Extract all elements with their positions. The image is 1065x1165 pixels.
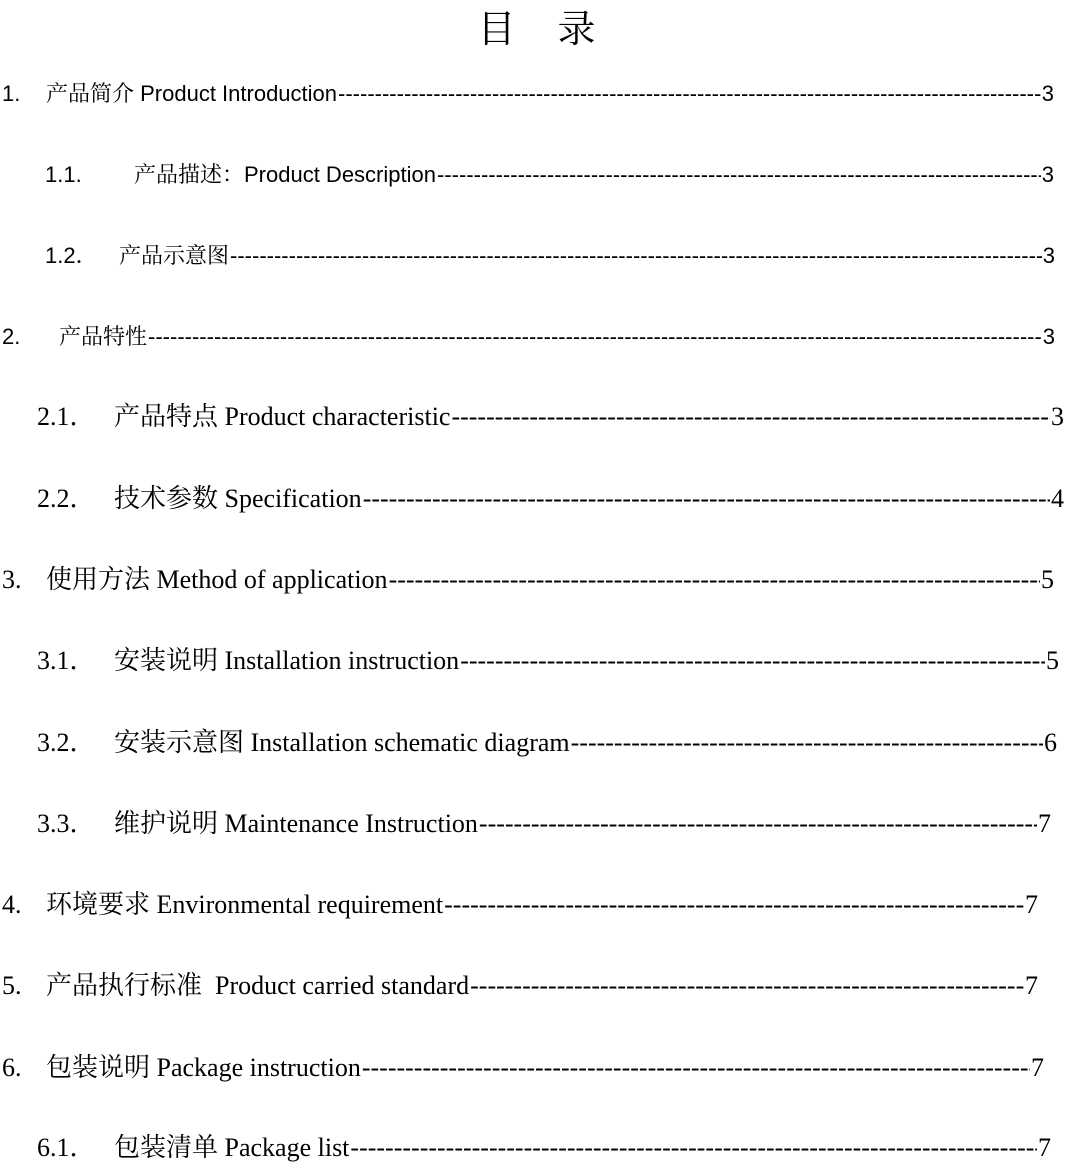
toc-entry[interactable]	[2, 888, 1038, 922]
toc-dot-leader	[437, 158, 1041, 192]
toc-entry-page: 6	[1044, 728, 1057, 757]
toc-entry-label: 产品示意图	[119, 243, 230, 268]
toc-entry-page: 7	[1025, 971, 1038, 1000]
toc-entry-number: 1.1.	[45, 162, 82, 187]
toc-entry-number: 3.1．	[37, 646, 96, 675]
toc-entry-page: 5	[1046, 646, 1059, 675]
toc-entry-number: 6.	[2, 1053, 22, 1082]
toc-entry-page: 3	[1041, 81, 1054, 106]
toc-entry-label: 产品简介 Product Introduction	[46, 81, 338, 106]
toc-entry-page: 3	[1042, 324, 1055, 349]
toc-entry[interactable]	[37, 482, 1064, 516]
toc-title-part2: 录	[557, 7, 598, 51]
toc-dot-leader	[338, 77, 1041, 111]
toc-entry-number: 2.1．	[37, 402, 96, 431]
toc-entry[interactable]	[2, 320, 1055, 354]
toc-entry-page: 3	[1051, 402, 1064, 431]
toc-entry-page: 3	[1041, 162, 1054, 187]
toc-entry-page: 7	[1038, 1133, 1051, 1162]
toc-entry[interactable]	[45, 239, 1055, 273]
toc-dot-leader	[470, 969, 1024, 1003]
toc-entry-label: 产品特点 Product characteristic	[114, 402, 451, 431]
toc-entry[interactable]	[2, 969, 1038, 1003]
toc-entry[interactable]	[2, 77, 1054, 111]
toc-entry-label: 包装清单 Package list	[114, 1133, 350, 1162]
toc-entry[interactable]	[37, 1131, 1051, 1165]
toc-dot-leader	[363, 482, 1050, 516]
toc-entry-page: 3	[1042, 243, 1055, 268]
toc-entry-label: 产品执行标准 Product carried standard	[46, 971, 470, 1000]
toc-dot-leader	[389, 563, 1040, 597]
toc-entry-label: 产品描述：Product Description	[134, 162, 436, 187]
toc-dot-leader	[479, 807, 1037, 841]
toc-entry-page: 7	[1038, 809, 1051, 838]
toc-entry[interactable]	[37, 644, 1059, 678]
toc-dot-leader	[362, 1051, 1030, 1085]
toc-entry-page: 5	[1041, 565, 1054, 594]
toc-entry-label: 包装说明 Package instruction	[46, 1053, 361, 1082]
toc-entry-page: 4	[1051, 484, 1064, 513]
toc-dot-leader	[444, 888, 1024, 922]
toc-dot-leader	[350, 1131, 1037, 1165]
toc-dot-leader	[571, 726, 1043, 760]
toc-entry[interactable]	[37, 400, 1064, 434]
toc-entry[interactable]	[2, 1051, 1044, 1085]
toc-entry-label: 环境要求 Environmental requirement	[46, 890, 444, 919]
toc-entry-number: 2.2．	[37, 484, 96, 513]
toc-title-part1: 目	[477, 7, 518, 51]
toc-entry[interactable]	[37, 726, 1057, 760]
toc-entry-label: 使用方法 Method of application	[46, 565, 388, 594]
toc-entry-number: 2.	[2, 324, 21, 349]
toc-entry-label: 技术参数 Specification	[114, 484, 362, 513]
toc-entry[interactable]	[37, 807, 1051, 841]
toc-entry-number: 3.2．	[37, 728, 96, 757]
toc-entry-label: 安装说明 Installation instruction	[114, 646, 460, 675]
toc-entry-number: 1.2．	[45, 243, 98, 268]
toc-entry[interactable]	[2, 563, 1054, 597]
toc-entry-number: 4.	[2, 890, 22, 919]
toc-entry-page: 7	[1025, 890, 1038, 919]
toc-entry[interactable]	[45, 158, 1054, 192]
toc-entry-number: 1.	[2, 81, 21, 106]
toc-dot-leader	[230, 239, 1042, 273]
toc-entry-label: 维护说明 Maintenance Instruction	[114, 809, 478, 838]
toc-entry-number: 3.3．	[37, 809, 96, 838]
toc-entry-label: 产品特性	[59, 324, 148, 349]
toc-entry-number: 6.1．	[37, 1133, 96, 1162]
toc-dot-leader	[460, 644, 1045, 678]
toc-dot-leader	[148, 320, 1042, 354]
toc-dot-leader	[451, 400, 1050, 434]
toc-entry-number: 3.	[2, 565, 22, 594]
toc-entry-page: 7	[1031, 1053, 1044, 1082]
toc-entry-label: 安装示意图 Installation schematic diagram	[114, 728, 570, 757]
toc-entry-number: 5.	[2, 971, 22, 1000]
